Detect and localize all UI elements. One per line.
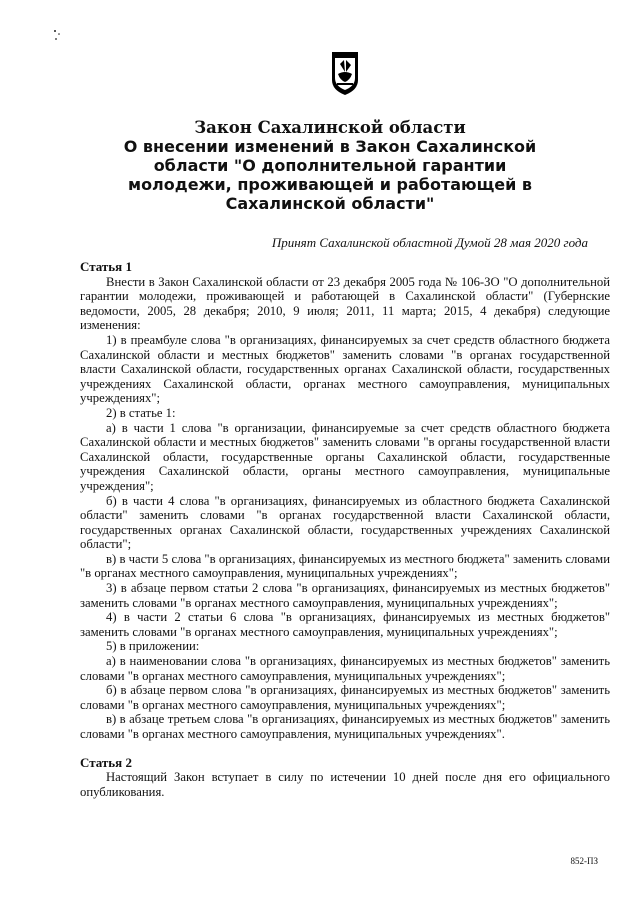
sakhalin-coat-of-arms-icon (330, 50, 360, 96)
article-1-item-5a: а) в наименовании слова "в организациях, финансируемых из местных бюджетов" заменить словами "в органах местного самоуправления, муниципальных учреждениях"; (80, 654, 610, 683)
article-1-heading: Статья 1 (80, 259, 132, 274)
document-code: 852-ПЗ (570, 856, 598, 866)
adoption-note: Принят Сахалинской областной Думой 28 мая 2020 года (271, 235, 588, 250)
law-title-subject: О внесении изменений в Закон Сахалинской области "О дополнительной гарантии молодежи, проживающей и работающей в Сахалинской области" (123, 137, 537, 213)
article-1-item-4: 4) в части 2 статьи 6 слова "в организациях, финансируемых из местных бюджетов" заменить словами "в органах местного самоуправления, муниципальных учреждениях"; (80, 610, 610, 639)
article-2-heading: Статья 2 (80, 754, 132, 770)
article-1-item-2v: в) в части 5 слова "в организациях, финансируемых из местного бюджета" заменить словами "в органах местного самоуправления, муниципальных учреждениях"; (80, 551, 610, 581)
article-1-item-3: 3) в абзаце первом статьи 2 слова "в организациях, финансируемых из местных бюджетов" заменить словами "в органах местного самоуправления, муниципальных учреждениях"; (80, 581, 610, 610)
article-2-text: Настоящий Закон вступает в силу по истечении 10 дней после дня его официального опубликования. (80, 770, 610, 799)
article-1-item-5b: б) в абзаце первом слова "в организациях, финансируемых из местных бюджетов" заменить словами "в органах местного самоуправления, муниципальных учреждениях"; (80, 683, 610, 712)
article-1-item-2: 2) в статье 1: (106, 405, 176, 420)
article-1-item-1: 1) в преамбуле слова "в организациях, финансируемых за счет средств областного бюджета Сахалинской области и местных бюджетов" заменить словами "в органах государственной власти Сахалинской области, государственных органах Сахалинской области, государственных учреждениях Сахалинской области, органах местного самоуправления, муниципальных учреждениях"; (80, 332, 610, 406)
article-1-item-2a: а) в части 1 слова "в организации, финансируемые за счет средств областного бюджета Сахалинской области и местных бюджетов" заменить словами "в органы государственной власти Сахалинской области, государственные органы Сахалинской области, государственные учреждения Сахалинской области, органы местного самоуправления, муниципальные учреждения"; (80, 420, 610, 493)
law-title (120, 118, 540, 213)
article-1-intro: Внести в Закон Сахалинской области от 23 декабря 2005 года № 106-ЗО "О дополнительной гарантии молодежи, проживающей и работающей в Сахалинской области" (Губернские ведомости, 2005, 28 декабря; 2010, 9 июля; 2011, 11 марта; 2015, 4 декабря) следующие изменения: (80, 274, 610, 333)
article-1-item-5v: в) в абзаце третьем слова "в организациях, финансируемых из местных бюджетов" заменить словами "в органах местного самоуправления, муниципальных учреждениях". (80, 712, 610, 741)
article-1-item-5: 5) в приложении: (106, 639, 200, 654)
law-body (80, 260, 610, 799)
scan-speck-icon (52, 28, 62, 42)
article-1-item-2b: б) в части 4 слова "в организациях, финансируемых из областного бюджета Сахалинской области" заменить словами "в органах государственной власти Сахалинской области, государственных органах Сахалинской области, государственных учреждениях Сахалинской области"; (80, 493, 610, 552)
law-title-line1: Закон Сахалинской области (194, 118, 466, 137)
